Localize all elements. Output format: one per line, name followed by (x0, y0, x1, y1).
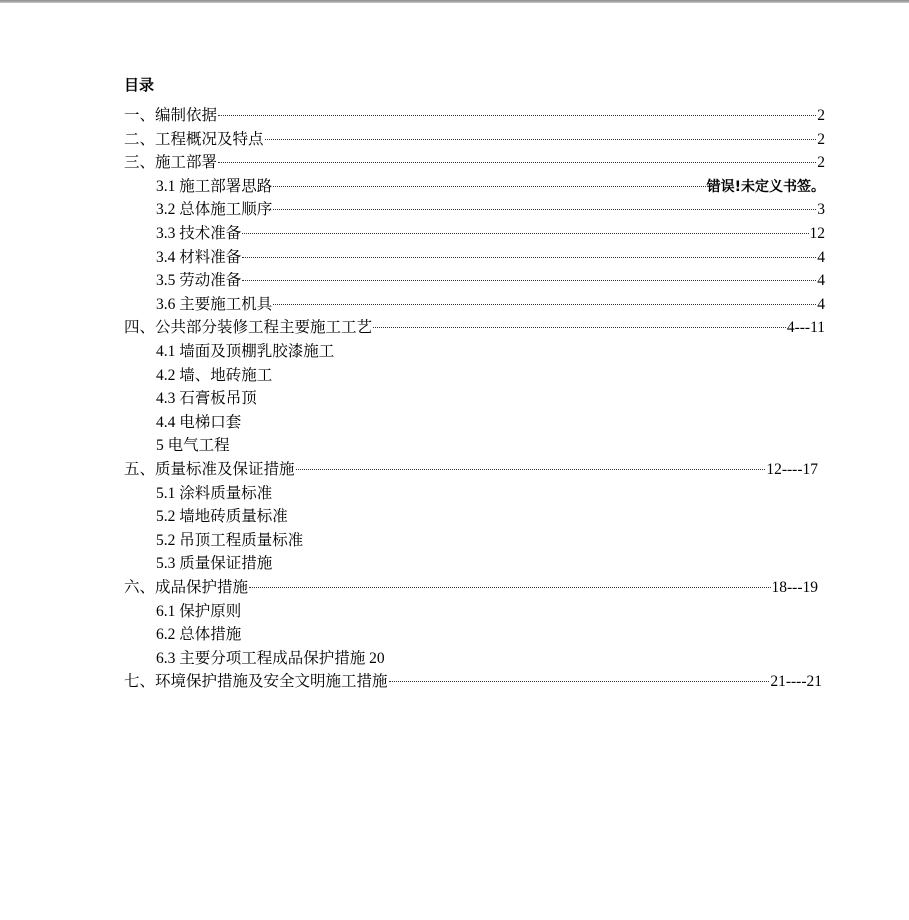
toc-subsection-entry (156, 176, 825, 198)
toc-entry-label: 5.2 墙地砖质量标准 (156, 508, 288, 526)
toc-title: 目录 (124, 76, 155, 94)
toc-entry-label: 3.5 劳动准备 (156, 272, 242, 290)
toc-page-number: 2 (817, 107, 825, 124)
toc-page-number: 21----21 (770, 673, 822, 691)
toc-dot-leader (265, 139, 817, 140)
toc-section-entry (124, 577, 818, 599)
toc-dot-leader (218, 115, 816, 116)
toc-subsection-entry (156, 483, 272, 505)
toc-subsection-entry (156, 412, 241, 434)
toc-entry-label: 六、成品保护措施 (124, 579, 249, 596)
toc-entry-label: 5 电气工程 (156, 437, 230, 455)
toc-entry-label: 4.4 电梯口套 (156, 413, 242, 431)
toc-section-entry (124, 317, 825, 339)
toc-entry-label: 6.1 保护原则 (156, 602, 242, 620)
toc-dot-leader (296, 469, 766, 470)
toc-entry-label: 3.2 总体施工顺序 (156, 201, 273, 219)
toc-subsection-entry (156, 199, 825, 221)
toc-subsection-entry (156, 247, 825, 269)
toc-entry-label: 4.3 石膏板吊顶 (156, 390, 257, 408)
toc-dot-leader (242, 233, 808, 234)
toc-entry-label: 五、质量标准及保证措施 (124, 461, 295, 478)
toc-subsection-entry (156, 435, 230, 457)
toc-page-number: 4 (817, 248, 825, 266)
toc-page-number: 12----17 (766, 461, 818, 478)
toc-subsection-entry (156, 270, 825, 292)
toc-error-text: 错误!未定义书签。 (706, 178, 825, 195)
toc-subsection-entry (156, 294, 825, 316)
toc-page-number: 2 (817, 154, 825, 172)
toc-section-entry (124, 152, 825, 174)
toc-page-number: 4---11 (786, 319, 825, 337)
toc-entry-label: 4.1 墙面及顶棚乳胶漆施工 (156, 343, 335, 360)
toc-subsection-entry (156, 365, 272, 387)
toc-section-entry (124, 105, 825, 127)
toc-subsection-entry (156, 506, 288, 528)
toc-entry-label: 二、工程概况及特点 (124, 130, 264, 148)
toc-entry-label: 6.2 总体措施 (156, 626, 242, 644)
toc-section-entry (124, 459, 818, 481)
toc-page-number: 4 (817, 272, 825, 290)
toc-entry-label: 3.4 材料准备 (156, 248, 242, 266)
toc-page-number: 3 (817, 201, 825, 219)
toc-page-number: 4 (817, 295, 825, 313)
toc-entry-label: 3.3 技术准备 (156, 225, 242, 242)
toc-dot-leader (242, 280, 816, 281)
toc-entry-label: 5.2 吊顶工程质量标准 (156, 531, 304, 549)
toc-subsection-entry (156, 601, 241, 623)
toc-subsection-entry (156, 341, 334, 363)
toc-entry-label: 5.3 质量保证措施 (156, 555, 273, 573)
toc-dot-leader (242, 257, 816, 258)
toc-subsection-entry (156, 624, 241, 646)
toc-page-number: 18---19 (771, 579, 818, 596)
toc-page-number: 2 (817, 130, 825, 148)
toc-subsection-entry (156, 648, 385, 670)
toc-entry-label: 3.1 施工部署思路 (156, 177, 273, 195)
toc-entry-label: 七、环境保护措施及安全文明施工措施 (124, 673, 388, 691)
toc-dot-leader (249, 587, 770, 588)
toc-dot-leader (389, 681, 770, 682)
toc-section-entry (124, 129, 825, 151)
toc-entry-label: 四、公共部分装修工程主要施工工艺 (124, 319, 373, 337)
toc-dot-leader (273, 209, 816, 210)
toc-dot-leader (273, 186, 705, 187)
toc-page-number: 12 (809, 225, 825, 242)
toc-subsection-entry (156, 530, 303, 552)
toc-subsection-entry (156, 553, 272, 575)
toc-dot-leader (273, 304, 816, 305)
toc-subsection-entry (156, 223, 825, 245)
toc-dot-leader (218, 162, 816, 163)
toc-section-entry (124, 671, 822, 693)
toc-dot-leader (373, 327, 786, 328)
toc-entry-label: 5.1 涂料质量标准 (156, 484, 273, 502)
toc-entry-label: 6.3 主要分项工程成品保护措施 20 (156, 649, 385, 667)
toc-entry-label: 三、施工部署 (124, 154, 218, 172)
toc-subsection-entry (156, 388, 257, 410)
toc-entry-label: 一、编制依据 (124, 107, 218, 124)
toc-entry-label: 4.2 墙、地砖施工 (156, 366, 273, 384)
toc-entry-label: 3.6 主要施工机具 (156, 295, 273, 313)
